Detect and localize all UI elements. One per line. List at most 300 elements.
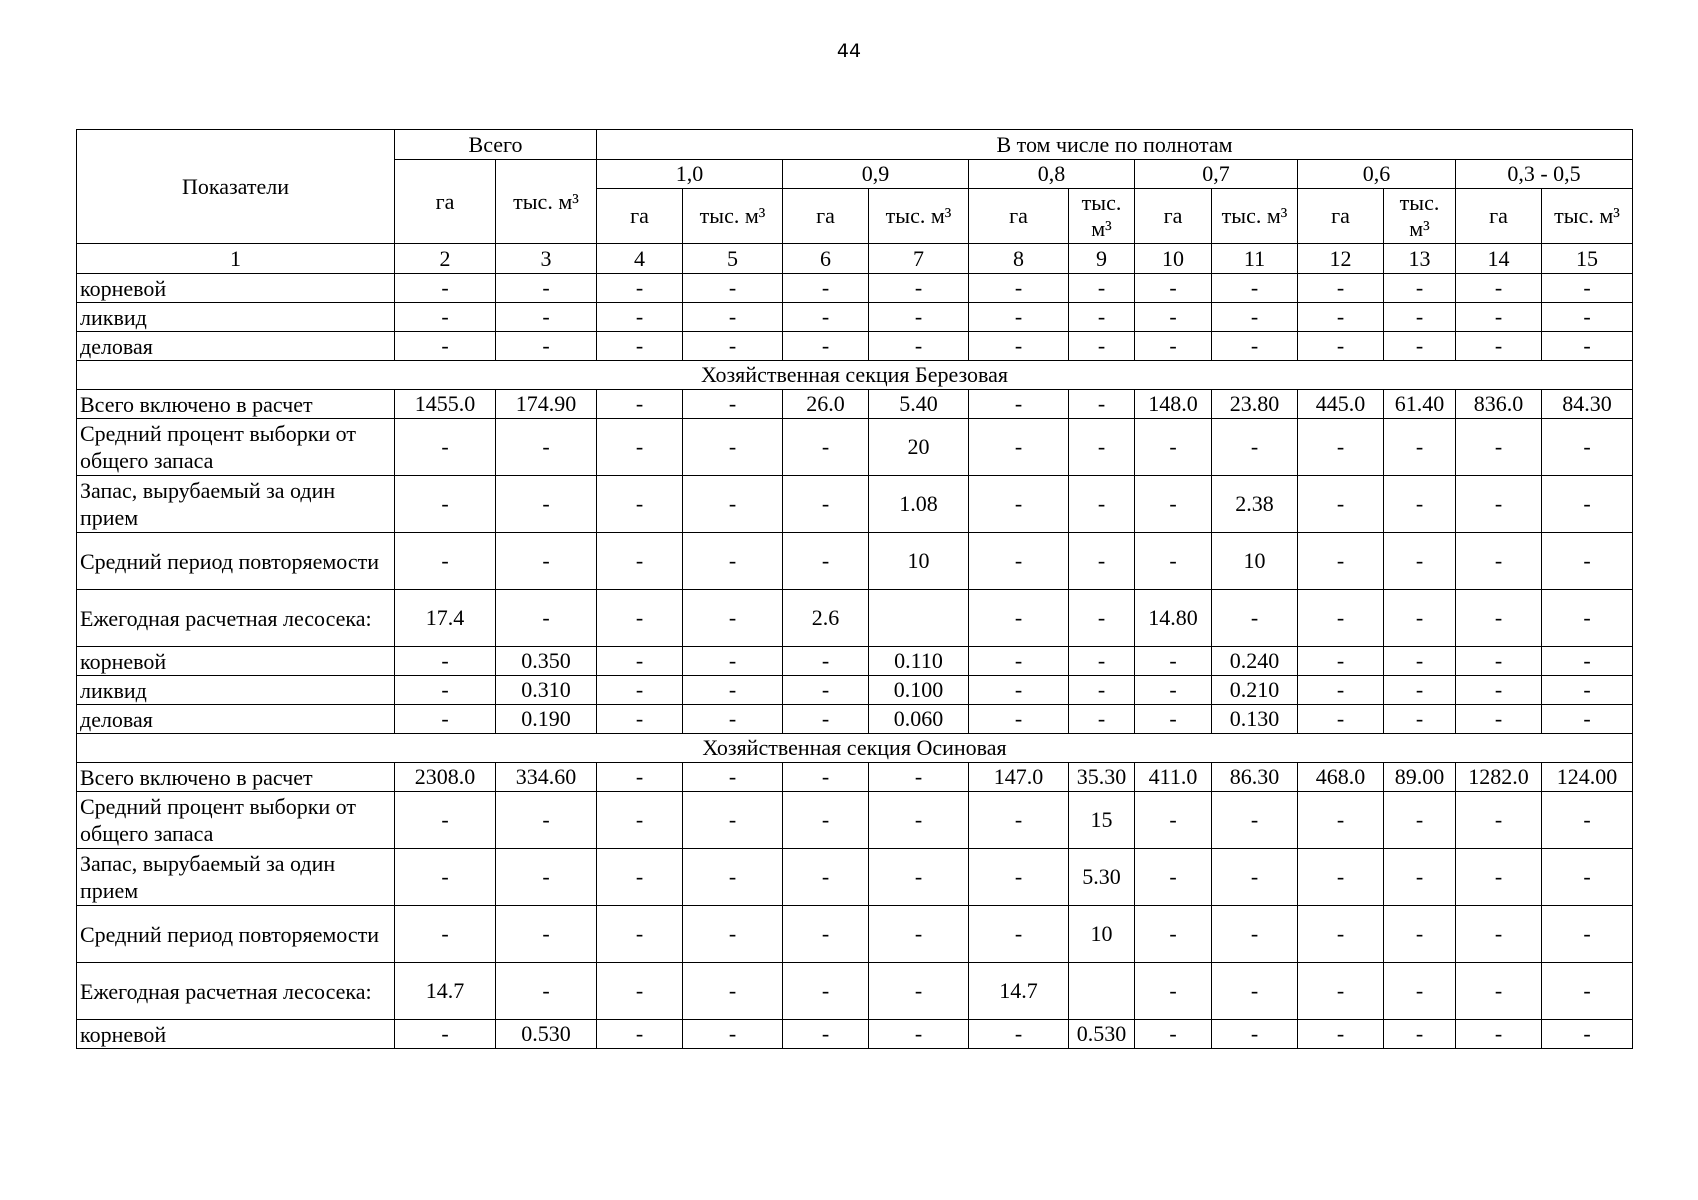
table-cell: - [683,332,783,361]
table-cell: - [1069,303,1135,332]
column-number: 8 [969,244,1069,274]
table-cell: - [395,332,496,361]
table-cell: 334.60 [496,763,597,792]
table-cell: 0.190 [496,705,597,734]
section-title: Хозяйственная секция Березовая [77,361,1633,390]
table-cell: 10 [1069,906,1135,963]
table-cell: - [1298,476,1384,533]
column-number: 10 [1135,244,1212,274]
table-cell: - [1384,906,1456,963]
table-cell: - [783,332,869,361]
table-cell: 89.00 [1384,763,1456,792]
table-cell: - [1069,419,1135,476]
header-unit-vol: тыс. м³ [1384,189,1456,244]
table-cell: - [395,274,496,303]
table-cell: - [869,849,969,906]
table-cell: - [496,849,597,906]
table-cell: 14.7 [969,963,1069,1020]
table-cell: - [597,303,683,332]
table-cell: - [783,419,869,476]
table-cell: - [597,906,683,963]
table-cell: - [1298,963,1384,1020]
table-cell: - [1456,1020,1542,1049]
table-cell: - [1069,274,1135,303]
table-cell: - [395,676,496,705]
column-number: 15 [1542,244,1633,274]
table-cell: - [683,590,783,647]
table-cell: - [1542,647,1633,676]
table-cell: - [1456,332,1542,361]
table-cell: - [683,1020,783,1049]
header-unit-ha: га [1135,189,1212,244]
table-cell: - [1384,676,1456,705]
table-cell: - [1542,676,1633,705]
table-cell: - [1456,590,1542,647]
table-cell: - [597,533,683,590]
table-cell: - [969,274,1069,303]
table-cell: - [1542,1020,1633,1049]
table-cell: - [783,533,869,590]
table-cell: - [1298,332,1384,361]
table-cell: 2308.0 [395,763,496,792]
table-cell: - [1298,906,1384,963]
table-cell: - [1135,1020,1212,1049]
table-cell: - [1069,590,1135,647]
table-cell: - [496,906,597,963]
table-cell: - [1135,792,1212,849]
table-row [77,590,1633,647]
table-cell: 2.38 [1212,476,1298,533]
header-unit-vol: тыс. м³ [869,189,969,244]
table-cell: - [1212,963,1298,1020]
header-density: 0,9 [783,160,969,189]
table-cell: - [783,792,869,849]
table-cell: 23.80 [1212,390,1298,419]
table-cell: - [783,274,869,303]
table-cell: - [1456,533,1542,590]
table-cell: - [496,792,597,849]
table-cell: - [1135,676,1212,705]
table-row [77,676,1633,705]
table-cell: 84.30 [1542,390,1633,419]
table-cell: - [1542,849,1633,906]
table-cell: - [1456,419,1542,476]
table-cell: 174.90 [496,390,597,419]
table-cell: - [1456,647,1542,676]
row-label: ликвид [77,303,395,332]
table-cell: - [496,590,597,647]
table-cell: - [869,792,969,849]
header-unit-vol: тыс. м³ [1212,189,1298,244]
table-cell: - [597,963,683,1020]
table-cell: - [683,390,783,419]
table-cell: 0.530 [1069,1020,1135,1049]
column-number: 3 [496,244,597,274]
table-cell: - [683,533,783,590]
table-cell: - [1135,533,1212,590]
table-cell: - [783,705,869,734]
row-label: корневой [77,647,395,676]
table-cell: - [683,274,783,303]
table-row [77,476,1633,533]
table-row [77,274,1633,303]
table-cell: 2.6 [783,590,869,647]
table-cell: - [1135,332,1212,361]
table-cell: - [1384,419,1456,476]
table-cell: 1.08 [869,476,969,533]
table-cell: - [1384,533,1456,590]
table-cell: - [496,419,597,476]
table-row [77,763,1633,792]
table-cell: - [1212,419,1298,476]
section-row [77,734,1633,763]
table-cell: - [969,390,1069,419]
table-cell: - [869,332,969,361]
column-number: 6 [783,244,869,274]
table-cell: - [1298,590,1384,647]
table-cell: - [1135,647,1212,676]
table-cell: - [395,906,496,963]
table-cell: - [1212,792,1298,849]
column-number: 1 [77,244,395,274]
table-cell: - [683,906,783,963]
table-cell: - [869,1020,969,1049]
table-row [77,419,1633,476]
header-density: 0,7 [1135,160,1298,189]
table-cell: - [1384,963,1456,1020]
header-unit-vol: тыс. м³ [1542,189,1633,244]
table-cell: 17.4 [395,590,496,647]
table-cell: - [1135,906,1212,963]
header-unit-vol: тыс. м³ [683,189,783,244]
table-cell: 0.210 [1212,676,1298,705]
table-cell: - [683,419,783,476]
row-label: Всего включено в расчет [77,390,395,419]
row-label: корневой [77,274,395,303]
table-cell: - [969,647,1069,676]
table-cell: - [1298,274,1384,303]
table-cell: - [969,676,1069,705]
table-cell: - [1384,705,1456,734]
table-cell: - [1542,274,1633,303]
table-cell: - [395,533,496,590]
table-cell: - [1069,676,1135,705]
column-number: 12 [1298,244,1384,274]
column-number: 9 [1069,244,1135,274]
table-cell: - [783,303,869,332]
row-label: Ежегодная расчетная лесосека: [77,590,395,647]
table-cell: - [1135,705,1212,734]
row-label: Всего включено в расчет [77,763,395,792]
table-cell: - [597,390,683,419]
table-cell: - [683,792,783,849]
row-label: деловая [77,705,395,734]
table-cell: 0.110 [869,647,969,676]
table-row [77,906,1633,963]
table-cell: 61.40 [1384,390,1456,419]
table-cell: - [1212,906,1298,963]
header-unit-vol: тыс. м³ [1069,189,1135,244]
table-cell: - [1456,906,1542,963]
column-number: 4 [597,244,683,274]
table-cell: - [395,476,496,533]
table-cell: - [683,676,783,705]
header-density: 0,3 - 0,5 [1456,160,1633,189]
table-cell: - [869,303,969,332]
table-cell: - [1542,332,1633,361]
table-cell: - [1384,647,1456,676]
table-cell: - [597,332,683,361]
table-cell: - [969,476,1069,533]
table-cell: - [496,274,597,303]
table-cell: - [496,476,597,533]
section-title: Хозяйственная секция Осиновая [77,734,1633,763]
table-cell: 0.530 [496,1020,597,1049]
table-cell: - [496,963,597,1020]
table-cell: - [969,705,1069,734]
row-label: Запас, вырубаемый за один прием [77,849,395,906]
table-cell: - [969,849,1069,906]
header-density: 0,8 [969,160,1135,189]
table-cell: - [1384,274,1456,303]
table-cell: - [1135,303,1212,332]
table-row [77,1020,1633,1049]
table-cell: - [597,419,683,476]
table-cell: - [1542,533,1633,590]
table-cell: - [683,849,783,906]
table-cell: - [1542,705,1633,734]
table-cell: - [969,590,1069,647]
table-cell: - [1135,476,1212,533]
table-cell: - [969,906,1069,963]
table-cell: - [597,590,683,647]
table-cell: - [1542,419,1633,476]
table-cell: - [1135,274,1212,303]
table-cell: - [1298,676,1384,705]
table-row [77,533,1633,590]
table-cell: - [597,849,683,906]
table-cell: - [1384,303,1456,332]
table-cell: - [1298,849,1384,906]
table-cell: - [1456,849,1542,906]
table-cell: - [783,763,869,792]
table-cell: - [683,476,783,533]
table-cell: - [1298,419,1384,476]
table-cell: 10 [1212,533,1298,590]
column-number: 11 [1212,244,1298,274]
table-cell: - [597,705,683,734]
header-unit-ha: га [1456,189,1542,244]
table-cell: - [1298,705,1384,734]
table-cell: - [1384,792,1456,849]
table-cell: 5.40 [869,390,969,419]
table-cell: - [683,705,783,734]
table-cell: - [683,963,783,1020]
table-cell: 35.30 [1069,763,1135,792]
row-label: деловая [77,332,395,361]
table-cell: - [1069,533,1135,590]
table-cell: - [1456,303,1542,332]
table-cell: - [1298,647,1384,676]
table-row [77,647,1633,676]
table-cell: - [869,963,969,1020]
table-cell: 1455.0 [395,390,496,419]
table-cell: 1282.0 [1456,763,1542,792]
header-density: 1,0 [597,160,783,189]
table-cell: - [395,647,496,676]
table-cell: 5.30 [1069,849,1135,906]
table-row [77,849,1633,906]
table-cell: - [395,849,496,906]
table-cell: - [683,763,783,792]
column-number: 7 [869,244,969,274]
table-cell: - [969,419,1069,476]
table-cell: - [1456,705,1542,734]
table-cell: 0.100 [869,676,969,705]
row-label: Запас, вырубаемый за один прием [77,476,395,533]
table-cell: - [1384,849,1456,906]
table-cell: - [496,303,597,332]
table-cell [869,590,969,647]
table-cell: - [783,963,869,1020]
row-label: ликвид [77,676,395,705]
table-cell: 468.0 [1298,763,1384,792]
table-cell: - [1298,303,1384,332]
table-cell: - [1542,906,1633,963]
table-cell: - [869,763,969,792]
table-cell: - [597,676,683,705]
table-cell: 14.7 [395,963,496,1020]
row-label: Ежегодная расчетная лесосека: [77,963,395,1020]
table-cell: - [683,303,783,332]
header-indicators: Показатели [77,130,395,244]
row-label: корневой [77,1020,395,1049]
table-row [77,705,1633,734]
table-row [77,332,1633,361]
table-cell: - [783,676,869,705]
table-cell: 411.0 [1135,763,1212,792]
column-number: 14 [1456,244,1542,274]
table-cell: - [395,792,496,849]
table-cell: - [1456,792,1542,849]
column-number: 13 [1384,244,1456,274]
table-cell: 86.30 [1212,763,1298,792]
header-unit-ha: га [783,189,869,244]
row-label: Средний период повторяемости [77,906,395,963]
table-cell: - [1135,849,1212,906]
table-cell: - [1212,1020,1298,1049]
table-cell: - [1069,705,1135,734]
table-cell: - [597,647,683,676]
table-cell: - [1212,590,1298,647]
table-cell: 26.0 [783,390,869,419]
table-cell: 0.310 [496,676,597,705]
table-cell: - [395,303,496,332]
table-cell: - [783,906,869,963]
table-cell: 147.0 [969,763,1069,792]
table-cell: - [1384,1020,1456,1049]
table-cell: - [1069,332,1135,361]
table-cell: - [1212,849,1298,906]
table-cell [1069,963,1135,1020]
column-number: 5 [683,244,783,274]
table-cell: - [395,1020,496,1049]
table-cell: 0.240 [1212,647,1298,676]
header-unit-vol: тыс. м³ [496,160,597,244]
section-row [77,361,1633,390]
table-cell: - [1384,332,1456,361]
table-cell: - [969,533,1069,590]
table-cell: - [496,332,597,361]
table-cell: - [1135,419,1212,476]
table-cell: 148.0 [1135,390,1212,419]
table-cell: - [597,763,683,792]
table-cell: - [1298,1020,1384,1049]
table-cell: - [1456,476,1542,533]
table-cell: - [1542,963,1633,1020]
table-cell: - [969,303,1069,332]
table-cell: - [683,647,783,676]
table-cell: 0.130 [1212,705,1298,734]
table-cell: - [1069,390,1135,419]
header-unit-ha: га [597,189,683,244]
table-cell: 124.00 [1542,763,1633,792]
table-cell: - [1542,792,1633,849]
table-cell: - [1542,590,1633,647]
table-cell: - [597,476,683,533]
table-cell: - [1135,963,1212,1020]
table-row [77,963,1633,1020]
table-cell: - [869,906,969,963]
table-cell: - [969,1020,1069,1049]
table-cell: - [1298,792,1384,849]
table-cell: 445.0 [1298,390,1384,419]
table-cell: 15 [1069,792,1135,849]
forestry-table [76,129,1633,1049]
table-cell: - [1542,303,1633,332]
table-cell: - [597,1020,683,1049]
table-cell: - [783,647,869,676]
table-cell: - [1542,476,1633,533]
header-density: 0,6 [1298,160,1456,189]
table-cell: - [1456,274,1542,303]
page-number: 44 [836,40,862,62]
table-cell: - [1212,274,1298,303]
table-row [77,792,1633,849]
row-label: Средний процент выборки от общего запаса [77,419,395,476]
table-cell: - [496,533,597,590]
table-cell: - [969,792,1069,849]
header-by-density: В том числе по полнотам [597,130,1633,160]
table-cell: 20 [869,419,969,476]
header-unit-ha: га [969,189,1069,244]
table-cell: - [395,419,496,476]
column-number: 2 [395,244,496,274]
header-unit-ha: га [395,160,496,244]
table-cell: - [1298,533,1384,590]
table-cell: - [783,476,869,533]
table-cell: - [1212,303,1298,332]
table-cell: - [969,332,1069,361]
table-cell: - [1384,590,1456,647]
table-cell: - [1384,476,1456,533]
table-cell: - [395,705,496,734]
table-cell: - [1212,332,1298,361]
table-cell: - [1069,647,1135,676]
table-row [77,303,1633,332]
row-label: Средний процент выборки от общего запаса [77,792,395,849]
table-cell: - [869,274,969,303]
